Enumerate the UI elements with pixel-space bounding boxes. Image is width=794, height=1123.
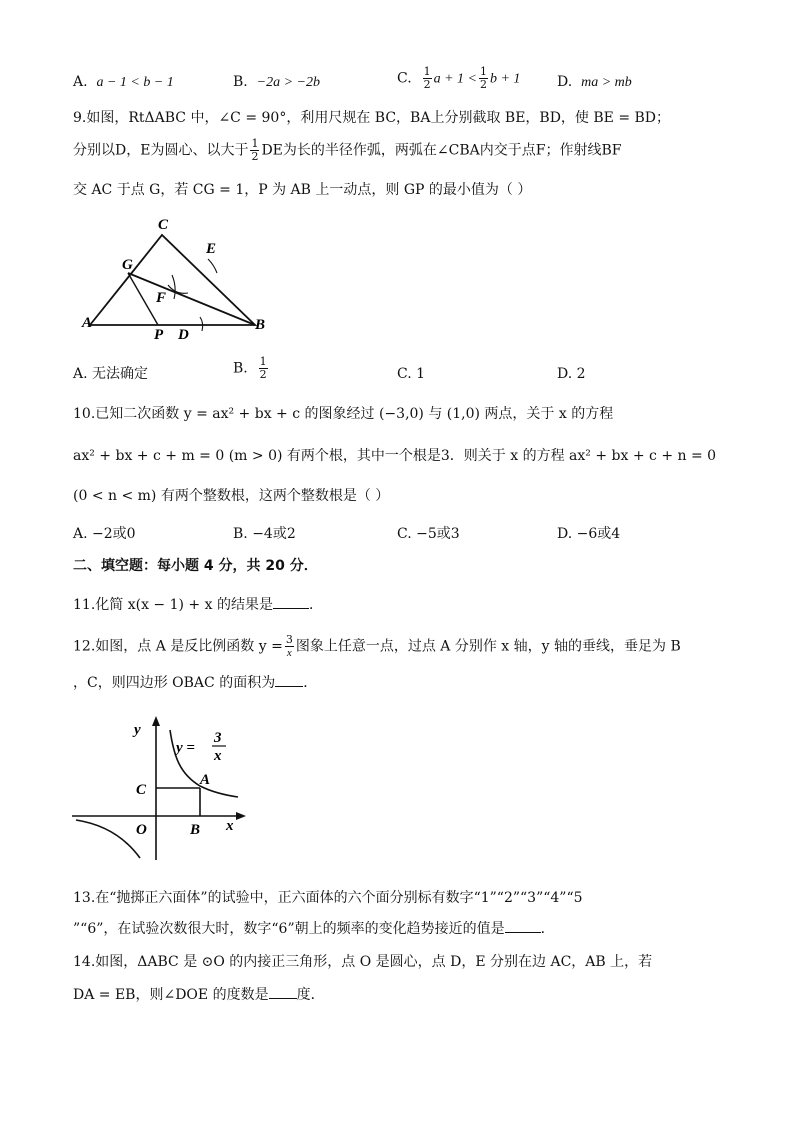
q14-line-2: DA = EB，则∠DOE 的度数是 度． [73,984,325,1005]
ray-bf [128,273,255,325]
q14-answer-blank[interactable] [269,984,297,999]
q9-line-3: 交 AC 于点 G，若 CG = 1，P 为 AB 上一动点，则 GP 的最小值为（ ） [73,182,532,198]
label-c: C [136,782,147,798]
q13-answer-blank[interactable] [505,918,541,933]
q10-option-b: B. −4或2 [233,526,296,542]
label-b: B [255,317,266,333]
arc-f2 [172,275,175,299]
arc-f1 [168,285,188,293]
q11-answer-blank[interactable] [273,594,309,609]
q12-answer-blank[interactable] [275,672,303,687]
label-func-den: x [214,748,222,764]
label-x-axis: x [226,818,234,834]
q12-line-1: 12.如图，点 A 是反比例函数 y = $\frac{3}{x}$ 图象上任意一点，过点 A 分别作 x 轴，y 轴的垂线，垂足为 B [73,633,681,659]
label-a: A [200,772,211,788]
q9-option-a: A. 无法确定 [73,366,149,382]
arc-d [200,317,203,331]
y-axis-arrow [152,716,160,726]
q9-line-1: 9.如图，RtΔABC 中，∠C = 90°，利用尺规在 BC，BA上分别截取 BE，BD，使 BE = BD； [73,110,671,126]
segment-gp [128,273,158,325]
q11-line: 11.化简 x(x − 1) + x 的结果是 ． [73,594,323,615]
q13-line-1: 13.在“抛掷正六面体”的试验中，正六面体的六个面分别标有数字“1”“2”“3”“4”“5 [73,890,583,906]
q10-line-1: 10.已知二次函数 y = ax² + bx + c 的图象经过 (−3,0) 与 (1,0) 两点，关于 x 的方程 [73,406,614,422]
q10-option-a: A. −2或0 [73,526,136,542]
hyperbola-branch-2 [76,820,140,858]
label-y-axis: y [134,722,141,738]
q9-option-b: B. $\frac{1}{2}$ [233,355,267,381]
q14-line-1: 14.如图，ΔABC 是 ⊙O 的内接正三角形，点 O 是圆心，点 D，E 分别在边 AC，AB 上，若 [73,954,653,970]
q13-line-2: ”“6”，在试验次数很大时，数字“6”朝上的频率的变化趋势接近的值是 ． [73,918,555,939]
label-func-num: 3 [214,730,222,746]
q10-line-2: ax² + bx + c + m = 0 (m > 0) 有两个根，其中一个根是3．则关于 x 的方程 ax² + bx + c + n = 0 [73,448,717,464]
q10-option-c: C. −5或3 [397,526,460,542]
label-d: D [178,327,189,340]
label-p: P [154,327,164,340]
q9-option-d: D. 2 [557,366,586,382]
label-e: E [206,241,217,257]
label-o: O [136,822,147,838]
label-c: C [158,217,169,233]
triangle-abc [90,235,255,325]
label-f: F [156,290,167,306]
q10-line-3: (0 < n < m) 有两个整数根，这两个整数根是（ ） [73,488,390,504]
section-2-heading: 二、填空题：每小题 4 分，共 20 分． [73,558,318,574]
q8-option-d: D. ma > mb [557,74,632,90]
q8-option-b: B. −2a > −2b [233,74,320,90]
q9-option-c: C. 1 [397,366,426,382]
q12-line-2: ，C，则四边形 OBAC 的面积为 ． [73,672,317,693]
q9-line-2: 分别以D，E为圆心、以大于 $\frac{1}{2}$ DE为长的半径作弧，两弧在∠CBA内交于点F；作射线BF [73,137,622,163]
q8-option-c: C. $\frac{1}{2}$ a + 1 < $\frac{1}{2}$ b + 1 [397,65,521,91]
q10-option-d: D. −6或4 [557,526,621,542]
q8-option-a: A. a − 1 < b − 1 [73,74,174,90]
q9-triangle-figure [80,215,280,340]
label-function: y = [176,740,195,756]
label-g: G [122,257,133,273]
x-axis-arrow [236,812,246,820]
q12-hyperbola-figure [72,712,252,862]
label-a: A [82,315,93,331]
arc-e [208,259,217,273]
label-b: B [190,822,201,838]
